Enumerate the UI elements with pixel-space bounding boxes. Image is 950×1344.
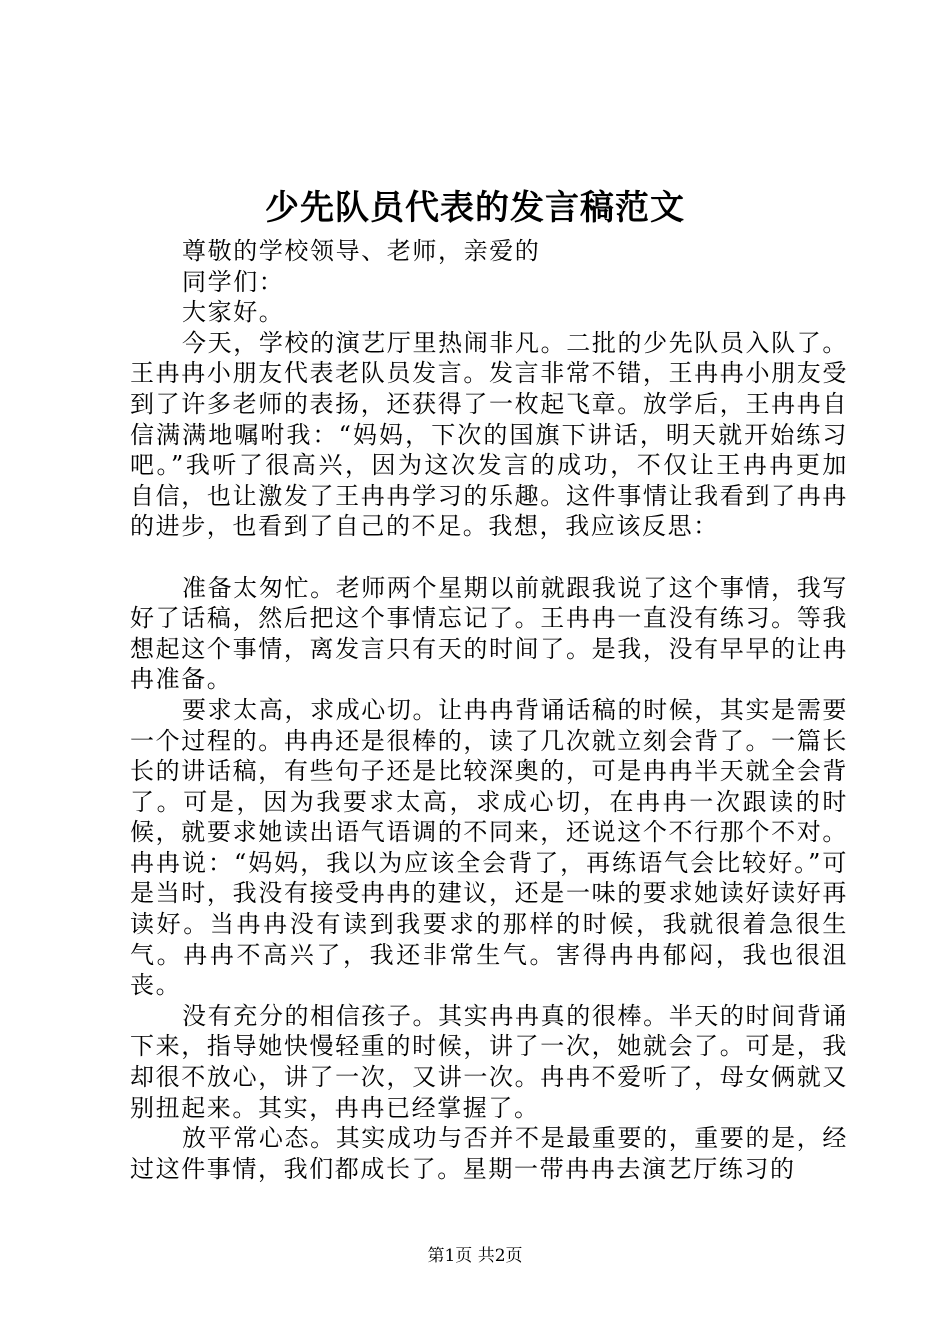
salutation-line-2: 同学们：: [182, 267, 285, 296]
salutation-line-1: 尊敬的学校领导、老师，亲爱的: [182, 237, 541, 265]
paragraph-reflection-3: 没有充分的相信孩子。其实冉冉真的很棒。半天的时间背诵下来，指导她快慢轻重的时候，讲了一次，她就会了。可是，我却很不放心，讲了一次，又讲一次。冉冉不爱听了，母女俩就又别扭起来。其实，冉冉已经掌握了。: [130, 1001, 848, 1122]
greeting: 大家好。: [182, 298, 285, 327]
document-title: 少先队员代表的发言稿范文: [265, 188, 685, 228]
paragraph-reflection-4: 放平常心态。其实成功与否并不是最重要的，重要的是，经过这件事情，我们都成长了。星期一带冉冉去演艺厅练习的: [130, 1124, 848, 1183]
paragraph-intro: 今天，学校的演艺厅里热闹非凡。二批的少先队员入队了。王冉冉小朋友代表老队员发言。发言非常不错，王冉冉小朋友受到了许多老师的表扬，还获得了一枚起飞章。放学后，王冉冉自信满满地嘱咐我：“妈妈，下次的国旗下讲话，明天就开始练习吧。”我听了很高兴，因为这次发言的成功，不仅让王冉冉更加自信，也让激发了王冉冉学习的乐趣。这件事情让我看到了冉冉的进步，也看到了自己的不足。我想，我应该反思：: [130, 328, 848, 541]
document-body: [130, 236, 848, 1184]
paragraph-reflection-1: 准备太匆忙。老师两个星期以前就跟我说了这个事情，我写好了话稿，然后把这个事情忘记了。王冉冉一直没有练习。等我想起这个事情，离发言只有天的时间了。是我，没有早早的让冉冉准备。: [130, 573, 848, 694]
paragraph-reflection-2: 要求太高，求成心切。让冉冉背诵话稿的时候，其实是需要一个过程的。冉冉还是很棒的，读了几次就立刻会背了。一篇长长的讲话稿，有些句子还是比较深奥的，可是冉冉半天就全会背了。可是，因为我要求太高，求成心切，在冉冉一次跟读的时候，就要求她读出语气语调的不同来，还说这个不行那个不对。冉冉说：“妈妈，我以为应该全会背了，再练语气会比较好。”可是当时，我没有接受冉冉的建议，还是一味的要求她读好读好再读好。当冉冉没有读到我要求的那样的时候，我就很着急很生气。冉冉不高兴了，我还非常生气。害得冉冉郁闷，我也很沮丧。: [130, 695, 848, 1000]
page-indicator: 第1页 共2页: [427, 1246, 523, 1266]
